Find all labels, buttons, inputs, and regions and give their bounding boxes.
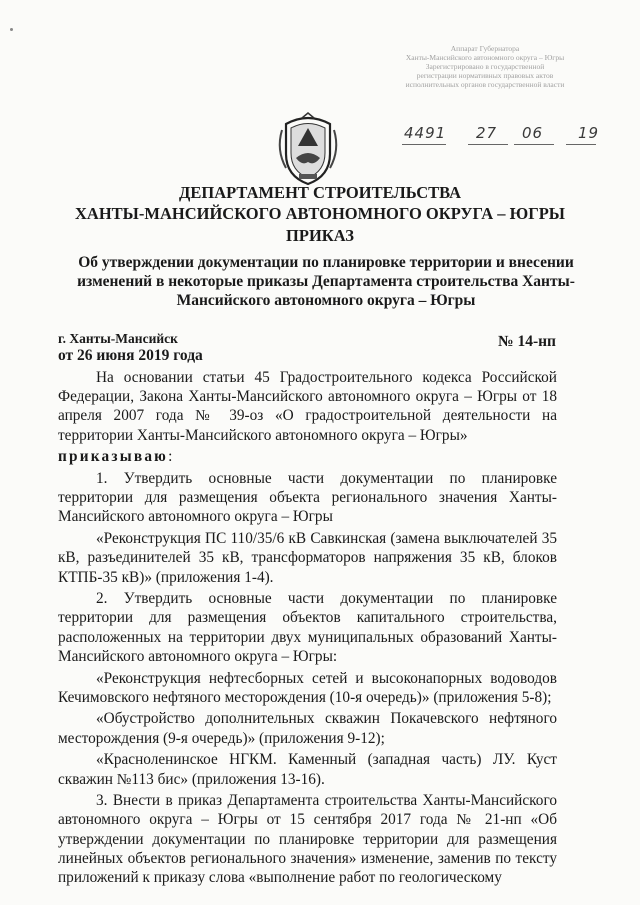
document-body (58, 368, 557, 890)
item-2-project-c: «Красноленинское НГКМ. Каменный (западная часть) ЛУ. Куст скважин №113 бис» (приложения 13-16). (58, 751, 557, 788)
city: г. Ханты-Мансийск (58, 331, 178, 346)
item-1: 1. Утвердить основные части документации по планировке территории для размещения объекта регионального значения Ханты-Мансийского автономного округа – Югры (58, 470, 557, 526)
item-1-project: «Реконструкция ПС 110/35/6 кВ Савкинская (замена выключателей 35 кВ, разъединителей 35 кВ, трансформаторов напряжения 35 кВ, блоков КТПБ-35 кВ)» (приложения 1-4). (58, 530, 557, 586)
item-2-project-a: «Реконструкция нефтесборных сетей и высоконапорных водоводов Кечимовского нефтяного месторождения (10-я очередь)» (приложения 5-8); (58, 669, 557, 706)
stamp-line: исполнительных органов государственной власти (405, 80, 565, 89)
document-subject: Об утверждении документации по планировке территории и внесении изменений в некоторые приказы Департамента строительства Ханты-Мансийского автономного округа – Югры (77, 254, 575, 309)
registration-day: 27 (476, 124, 498, 142)
order-line (58, 447, 557, 466)
order-colon: : (168, 448, 173, 466)
item-3: 3. Внести в приказ Департамента строительства Ханты-Мансийского автономного округа – Югры от 15 сентября 2017 года № 21-нп «Об утверждении документации по планировке территории для размещения линейных объектов регионального значения» изменение, заменив по тексту приложений к приказу слова «выполнение работ по геологическому (58, 792, 557, 887)
registration-number-value: 4491 (404, 124, 447, 142)
order-word: приказываю (58, 448, 169, 466)
department-line-2: ХАНТЫ-МАНСИЙСКОГО АВТОНОМНОГО ОКРУГА – ЮГРЫ (75, 204, 565, 223)
department-line-1: ДЕПАРТАМЕНТ СТРОИТЕЛЬСТВА (179, 183, 461, 202)
stamp-line: Зарегистрировано в государственной (425, 62, 545, 71)
stamp-line: регистрации нормативных правовых актов (416, 71, 554, 80)
stamp-line: Аппарат Губернатора (450, 44, 520, 53)
coat-of-arms-icon (272, 110, 344, 188)
stamp-line: Ханты-Мансийского автономного округа – Югры (405, 53, 565, 62)
department-title (0, 182, 640, 224)
item-2-project-b: «Обустройство дополнительных скважин Покачевского нефтяного месторождения (9-я очередь)» (приложения 9-12); (58, 710, 557, 747)
registration-month: 06 (522, 124, 544, 142)
intro-text: На основании статьи 45 Градостроительного кодекса Российской Федерации, Закона Ханты-Мансийского автономного округа – Югры от 18 апреля 2007 года № 39-оз «О градостроительной деятельности на территории Ханты-Мансийского автономного округа – Югры» (58, 369, 557, 444)
registration-year: 19 (578, 124, 600, 142)
document-type: ПРИКАЗ (286, 226, 354, 245)
item-2: 2. Утвердить основные части документации по планировке территории для размещения объектов капитального строительства, расположенных на территории двух муниципальных образований Ханты-Мансийского автономного округа – Югры: (58, 590, 557, 665)
intro-paragraph (58, 368, 557, 445)
document-date: от 26 июня 2019 года (58, 347, 203, 364)
registration-number (402, 118, 602, 146)
registration-stamp (360, 44, 610, 89)
document-number: № 14-нп (498, 333, 556, 350)
scan-mark (10, 28, 13, 31)
